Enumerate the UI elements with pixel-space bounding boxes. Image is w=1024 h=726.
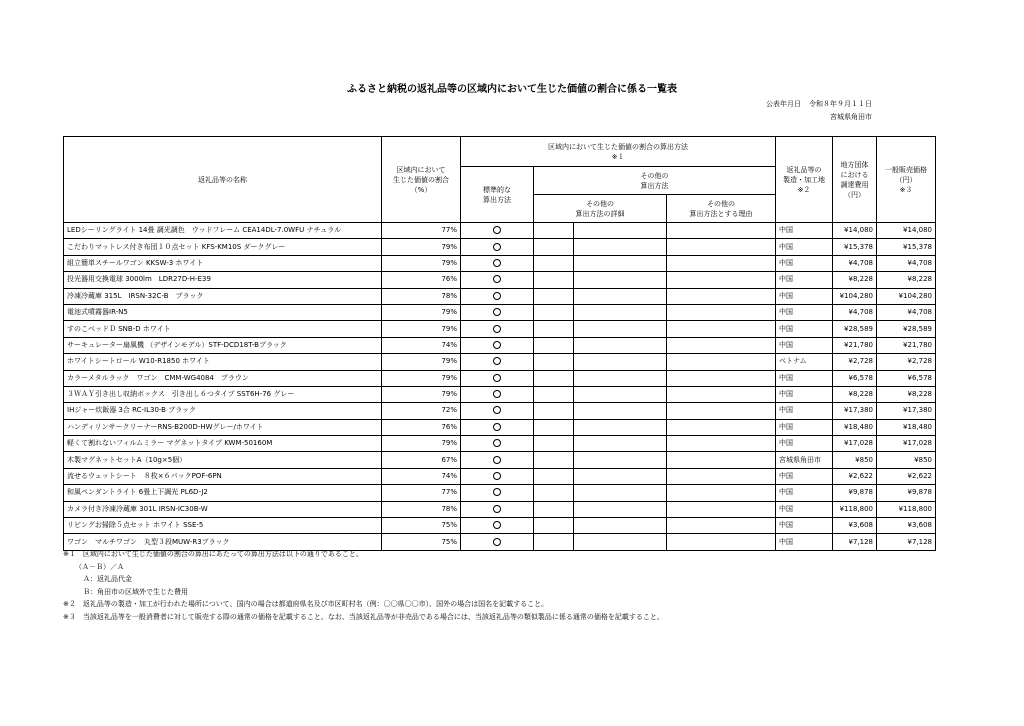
cell-standard-method: [461, 239, 534, 255]
cell-other-method: [534, 223, 574, 239]
cell-name: ハンディリンサークリーナーRNS-B200D-HWグレー/ホワイト: [64, 419, 382, 435]
cell-standard-method: [461, 288, 534, 304]
cell-standard-method: [461, 304, 534, 320]
circle-mark-icon: [493, 505, 501, 513]
cell-name: ３ＷＡＹ引き出し収納ボックス 引き出し６つタイプ SST6H-76 グレー: [64, 386, 382, 402]
cell-retail-price: ¥4,708: [877, 304, 936, 320]
cell-other-method: [534, 239, 574, 255]
circle-mark-icon: [493, 472, 501, 480]
circle-mark-icon: [493, 406, 501, 414]
municipality: 宮城県角田市: [830, 113, 872, 121]
cell-origin: 中国: [776, 337, 833, 353]
table-row: [64, 272, 936, 288]
note-a: Ａ：返礼品代金: [83, 575, 132, 584]
table-row: [64, 468, 936, 484]
cell-other-reason: [667, 419, 776, 435]
cell-origin: 中国: [776, 534, 833, 550]
cell-origin: ベトナム: [776, 354, 833, 370]
cell-local-cost: ¥7,128: [833, 534, 877, 550]
cell-name: 流せるウェットシート ８枚×６パックPOF-6PN: [64, 468, 382, 484]
cell-other-method: [534, 419, 574, 435]
header-ratio: 区域内において 生じた価値の割合 （%）: [382, 137, 461, 223]
cell-local-cost: ¥6,578: [833, 370, 877, 386]
header-calc-method: 区域内において生じた価値の割合の算出方法 ※１: [461, 137, 776, 167]
cell-other-method: [534, 255, 574, 271]
cell-retail-price: ¥104,280: [877, 288, 936, 304]
cell-retail-price: ¥17,380: [877, 403, 936, 419]
circle-mark-icon: [493, 325, 501, 333]
cell-name: カメラ付き冷凍冷蔵庫 301L IRSN-IC30B-W: [64, 501, 382, 517]
header-standard: 標準的な 算出方法: [461, 167, 534, 223]
circle-mark-icon: [493, 341, 501, 349]
cell-local-cost: ¥850: [833, 452, 877, 468]
cell-ratio: 79%: [382, 304, 461, 320]
cell-other-detail: [574, 272, 667, 288]
cell-local-cost: ¥17,380: [833, 403, 877, 419]
table-row: [64, 403, 936, 419]
cell-name: 和風ペンダントライト 6畳上下調光 PL6D-J2: [64, 485, 382, 501]
cell-local-cost: ¥18,480: [833, 419, 877, 435]
cell-retail-price: ¥2,728: [877, 354, 936, 370]
cell-local-cost: ¥8,228: [833, 386, 877, 402]
cell-name: 木製マグネットセットA（10g×5個）: [64, 452, 382, 468]
cell-origin: 中国: [776, 321, 833, 337]
cell-ratio: 75%: [382, 534, 461, 550]
cell-retail-price: ¥6,578: [877, 370, 936, 386]
cell-retail-price: ¥9,878: [877, 485, 936, 501]
circle-mark-icon: [493, 423, 501, 431]
cell-retail-price: ¥18,480: [877, 419, 936, 435]
cell-other-detail: [574, 239, 667, 255]
cell-name: IHジャー炊飯器 3合 RC-IL30-B ブラック: [64, 403, 382, 419]
cell-ratio: 78%: [382, 288, 461, 304]
cell-name: ホワイトシートロール W10-R1850 ホワイト: [64, 354, 382, 370]
cell-retail-price: ¥8,228: [877, 386, 936, 402]
cell-ratio: 76%: [382, 272, 461, 288]
cell-local-cost: ¥4,708: [833, 255, 877, 271]
cell-other-reason: [667, 468, 776, 484]
cell-retail-price: ¥7,128: [877, 534, 936, 550]
note-2: ※２ 返礼品等の製造・加工が行われた場所について、国内の場合は都道府県名及び市区町村名（例：〇〇県〇〇市）、国外の場合は国名を記載すること。: [63, 600, 549, 609]
published-label: 公表年月日: [766, 100, 801, 108]
cell-other-reason: [667, 239, 776, 255]
table-body: [64, 223, 936, 551]
cell-standard-method: [461, 501, 534, 517]
cell-retail-price: ¥15,378: [877, 239, 936, 255]
header-retail-price: 一般販売価格 （円） ※３: [877, 137, 936, 223]
circle-mark-icon: [493, 226, 501, 234]
cell-retail-price: ¥28,589: [877, 321, 936, 337]
cell-name: リビングお掃除５点セット ホワイト SSE-5: [64, 518, 382, 534]
circle-mark-icon: [493, 538, 501, 546]
cell-other-method: [534, 518, 574, 534]
cell-other-reason: [667, 501, 776, 517]
cell-other-detail: [574, 436, 667, 452]
table-row: [64, 501, 936, 517]
cell-origin: 中国: [776, 501, 833, 517]
cell-other-detail: [574, 354, 667, 370]
cell-name: 投光器用交換電球 3000lm LDR27D-H-E39: [64, 272, 382, 288]
table-row: [64, 354, 936, 370]
cell-other-method: [534, 501, 574, 517]
cell-other-reason: [667, 436, 776, 452]
cell-standard-method: [461, 370, 534, 386]
header-local-cost: 地方団体 における 調達費用 （円）: [833, 137, 877, 223]
cell-ratio: 77%: [382, 485, 461, 501]
cell-other-method: [534, 485, 574, 501]
cell-other-detail: [574, 223, 667, 239]
cell-standard-method: [461, 354, 534, 370]
value-ratio-table: [63, 136, 936, 551]
cell-other-detail: [574, 255, 667, 271]
cell-ratio: 67%: [382, 452, 461, 468]
table-row: [64, 518, 936, 534]
cell-name: 冷凍冷蔵庫 315L IRSN-32C-B ブラック: [64, 288, 382, 304]
cell-local-cost: ¥3,608: [833, 518, 877, 534]
cell-standard-method: [461, 321, 534, 337]
cell-other-reason: [667, 518, 776, 534]
cell-ratio: 75%: [382, 518, 461, 534]
cell-retail-price: ¥118,800: [877, 501, 936, 517]
cell-standard-method: [461, 403, 534, 419]
cell-local-cost: ¥118,800: [833, 501, 877, 517]
cell-local-cost: ¥9,878: [833, 485, 877, 501]
cell-standard-method: [461, 518, 534, 534]
circle-mark-icon: [493, 308, 501, 316]
cell-other-detail: [574, 304, 667, 320]
cell-other-method: [534, 354, 574, 370]
cell-name: 組立簡単スチールワゴン KKSW-3 ホワイト: [64, 255, 382, 271]
cell-other-reason: [667, 386, 776, 402]
cell-retail-price: ¥4,708: [877, 255, 936, 271]
cell-standard-method: [461, 468, 534, 484]
cell-other-method: [534, 370, 574, 386]
cell-other-method: [534, 436, 574, 452]
cell-name: 軽くて割れないフィルムミラー マグネットタイプ KWM-50160M: [64, 436, 382, 452]
cell-other-detail: [574, 468, 667, 484]
table-row: [64, 223, 936, 239]
cell-other-reason: [667, 288, 776, 304]
cell-retail-price: ¥14,080: [877, 223, 936, 239]
cell-origin: 中国: [776, 223, 833, 239]
cell-other-reason: [667, 223, 776, 239]
cell-other-reason: [667, 534, 776, 550]
table-row: [64, 452, 936, 468]
cell-standard-method: [461, 452, 534, 468]
cell-other-reason: [667, 403, 776, 419]
cell-other-method: [534, 452, 574, 468]
cell-ratio: 79%: [382, 239, 461, 255]
publication-meta: [758, 98, 872, 124]
cell-ratio: 78%: [382, 501, 461, 517]
footnotes: [63, 548, 664, 624]
cell-origin: 宮城県角田市: [776, 452, 833, 468]
cell-standard-method: [461, 419, 534, 435]
cell-standard-method: [461, 386, 534, 402]
cell-origin: 中国: [776, 436, 833, 452]
cell-other-method: [534, 304, 574, 320]
cell-other-reason: [667, 272, 776, 288]
cell-other-detail: [574, 321, 667, 337]
cell-other-method: [534, 321, 574, 337]
circle-mark-icon: [493, 374, 501, 382]
circle-mark-icon: [493, 357, 501, 365]
cell-standard-method: [461, 436, 534, 452]
cell-origin: 中国: [776, 518, 833, 534]
table-row: [64, 485, 936, 501]
cell-local-cost: ¥14,080: [833, 223, 877, 239]
cell-other-reason: [667, 304, 776, 320]
cell-standard-method: [461, 272, 534, 288]
table-row: [64, 255, 936, 271]
cell-other-detail: [574, 288, 667, 304]
table-row: [64, 386, 936, 402]
cell-retail-price: ¥21,780: [877, 337, 936, 353]
circle-mark-icon: [493, 275, 501, 283]
cell-name: LEDシーリングライト 14畳 調光調色 ウッドフレーム CEA14DL-7.0WFU ナチュラル: [64, 223, 382, 239]
table-row: [64, 288, 936, 304]
cell-other-detail: [574, 337, 667, 353]
cell-ratio: 79%: [382, 255, 461, 271]
table-row: [64, 337, 936, 353]
table-row: [64, 436, 936, 452]
cell-name: サーキュレーター扇風機 （デザインモデル）STF-DCD18T-Bブラック: [64, 337, 382, 353]
cell-ratio: 76%: [382, 419, 461, 435]
circle-mark-icon: [493, 259, 501, 267]
header-origin: 返礼品等の 製造・加工地 ※２: [776, 137, 833, 223]
cell-other-reason: [667, 255, 776, 271]
cell-origin: 中国: [776, 403, 833, 419]
circle-mark-icon: [493, 439, 501, 447]
cell-ratio: 77%: [382, 223, 461, 239]
cell-standard-method: [461, 485, 534, 501]
circle-mark-icon: [493, 243, 501, 251]
cell-local-cost: ¥104,280: [833, 288, 877, 304]
table-row: [64, 321, 936, 337]
cell-local-cost: ¥4,708: [833, 304, 877, 320]
cell-origin: 中国: [776, 239, 833, 255]
cell-other-detail: [574, 518, 667, 534]
note-b: Ｂ：角田市の区域外で生じた費用: [83, 587, 188, 596]
cell-local-cost: ¥8,228: [833, 272, 877, 288]
cell-local-cost: ¥17,028: [833, 436, 877, 452]
cell-other-reason: [667, 370, 776, 386]
cell-other-reason: [667, 485, 776, 501]
cell-ratio: 79%: [382, 386, 461, 402]
cell-other-detail: [574, 370, 667, 386]
circle-mark-icon: [493, 292, 501, 300]
cell-other-reason: [667, 354, 776, 370]
header-other-detail: その他の 算出方法の詳細: [534, 195, 667, 223]
circle-mark-icon: [493, 456, 501, 464]
cell-ratio: 74%: [382, 337, 461, 353]
cell-retail-price: ¥8,228: [877, 272, 936, 288]
cell-other-reason: [667, 452, 776, 468]
cell-name: カラーメタルラック ワゴン CMM-WG4084 ブラウン: [64, 370, 382, 386]
cell-other-detail: [574, 452, 667, 468]
cell-local-cost: ¥2,622: [833, 468, 877, 484]
cell-other-detail: [574, 501, 667, 517]
cell-name: すのこベッドＤ SNB-D ホワイト: [64, 321, 382, 337]
table-row: [64, 370, 936, 386]
table-row: [64, 419, 936, 435]
cell-other-method: [534, 272, 574, 288]
table-row: [64, 239, 936, 255]
cell-standard-method: [461, 337, 534, 353]
cell-name: ワゴン マルチワゴン 丸型３段MUW-R3ブラック: [64, 534, 382, 550]
cell-other-detail: [574, 403, 667, 419]
cell-retail-price: ¥850: [877, 452, 936, 468]
cell-ratio: 79%: [382, 354, 461, 370]
cell-other-detail: [574, 419, 667, 435]
cell-other-method: [534, 403, 574, 419]
cell-other-detail: [574, 485, 667, 501]
cell-retail-price: ¥3,608: [877, 518, 936, 534]
cell-other-reason: [667, 337, 776, 353]
cell-origin: 中国: [776, 272, 833, 288]
cell-local-cost: ¥2,728: [833, 354, 877, 370]
cell-retail-price: ¥2,622: [877, 468, 936, 484]
note-1: ※１ 区域内において生じた価値の割合の算出にあたっての算出方法は以下の通りであること。: [63, 550, 363, 558]
cell-standard-method: [461, 255, 534, 271]
cell-ratio: 72%: [382, 403, 461, 419]
header-other-reason: その他の 算出方法とする理由: [667, 195, 776, 223]
cell-ratio: 79%: [382, 436, 461, 452]
cell-name: こだわりマットレス付き布団１０点セット KFS-KM10S ダークグレー: [64, 239, 382, 255]
header-other: その他の 算出方法: [534, 167, 776, 195]
header-name: 返礼品等の名称: [64, 137, 382, 223]
page-title: ふるさと納税の返礼品等の区域内において生じた価値の割合に係る一覧表: [347, 84, 677, 95]
cell-origin: 中国: [776, 485, 833, 501]
cell-other-method: [534, 288, 574, 304]
cell-local-cost: ¥28,589: [833, 321, 877, 337]
cell-origin: 中国: [776, 304, 833, 320]
circle-mark-icon: [493, 390, 501, 398]
cell-other-detail: [574, 386, 667, 402]
cell-name: 電池式噴霧器IR-N5: [64, 304, 382, 320]
cell-retail-price: ¥17,028: [877, 436, 936, 452]
note-3: ※３ 当該返礼品等を一般消費者に対して販売する際の通常の価格を記載すること。なお、当該返礼品等が非売品である場合には、当該返礼品等の類似製品に係る通常の価格を記載すること。: [63, 612, 664, 621]
cell-origin: 中国: [776, 255, 833, 271]
cell-origin: 中国: [776, 468, 833, 484]
cell-local-cost: ¥15,378: [833, 239, 877, 255]
cell-ratio: 79%: [382, 370, 461, 386]
cell-other-method: [534, 468, 574, 484]
cell-other-method: [534, 386, 574, 402]
cell-other-reason: [667, 321, 776, 337]
cell-local-cost: ¥21,780: [833, 337, 877, 353]
circle-mark-icon: [493, 488, 501, 496]
cell-ratio: 74%: [382, 468, 461, 484]
cell-origin: 中国: [776, 419, 833, 435]
table-row: [64, 304, 936, 320]
cell-standard-method: [461, 223, 534, 239]
cell-origin: 中国: [776, 288, 833, 304]
note-formula: （Ａ－Ｂ）／Ａ: [75, 562, 124, 571]
circle-mark-icon: [493, 521, 501, 529]
published-date: 令和８年９月１１日: [809, 100, 872, 108]
cell-ratio: 79%: [382, 321, 461, 337]
cell-origin: 中国: [776, 386, 833, 402]
cell-origin: 中国: [776, 370, 833, 386]
cell-other-method: [534, 337, 574, 353]
